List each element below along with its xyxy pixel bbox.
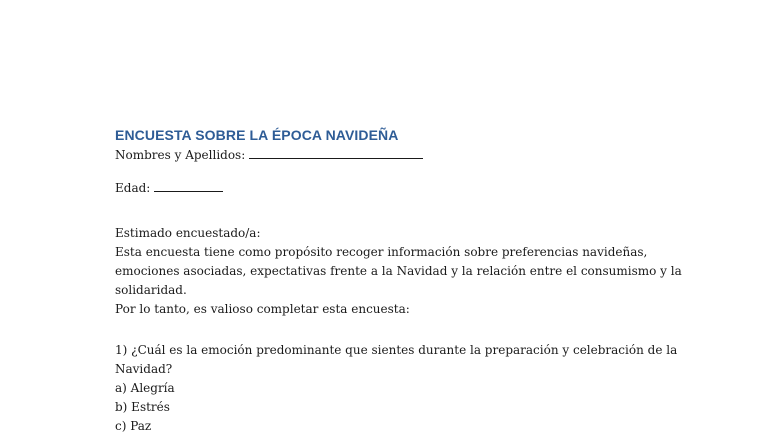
question-1-line-1: 1) ¿Cuál es la emoción predominante que sientes durante la preparación y celebración de la <box>115 343 678 357</box>
question-1-line-2: Navidad? <box>115 362 173 376</box>
question-1-option-b: b) Estrés <box>115 400 170 414</box>
age-label: Edad: <box>115 181 151 195</box>
intro-line-1: Esta encuesta tiene como propósito recoger información sobre preferencias navideñas, <box>115 245 648 259</box>
question-1-option-c: c) Paz <box>115 419 152 433</box>
document-body <box>115 126 682 436</box>
closing-text: Por lo tanto, es valioso completar esta encuesta: <box>115 302 410 316</box>
name-blank-line[interactable] <box>249 146 423 159</box>
intro-line-3: solidaridad. <box>115 283 187 297</box>
intro-line-2: emociones asociadas, expectativas frente a la Navidad y la relación entre el consumismo y la <box>115 264 682 278</box>
age-field-row <box>115 179 675 198</box>
name-label: Nombres y Apellidos: <box>115 148 246 162</box>
survey-title: ENCUESTA SOBRE LA ÉPOCA NAVIDEÑA <box>115 127 399 143</box>
question-1-option-a: a) Alegría <box>115 381 175 395</box>
greeting: Estimado encuestado/a: <box>115 226 261 240</box>
age-blank-line[interactable] <box>154 179 223 192</box>
name-field-row <box>115 146 675 165</box>
